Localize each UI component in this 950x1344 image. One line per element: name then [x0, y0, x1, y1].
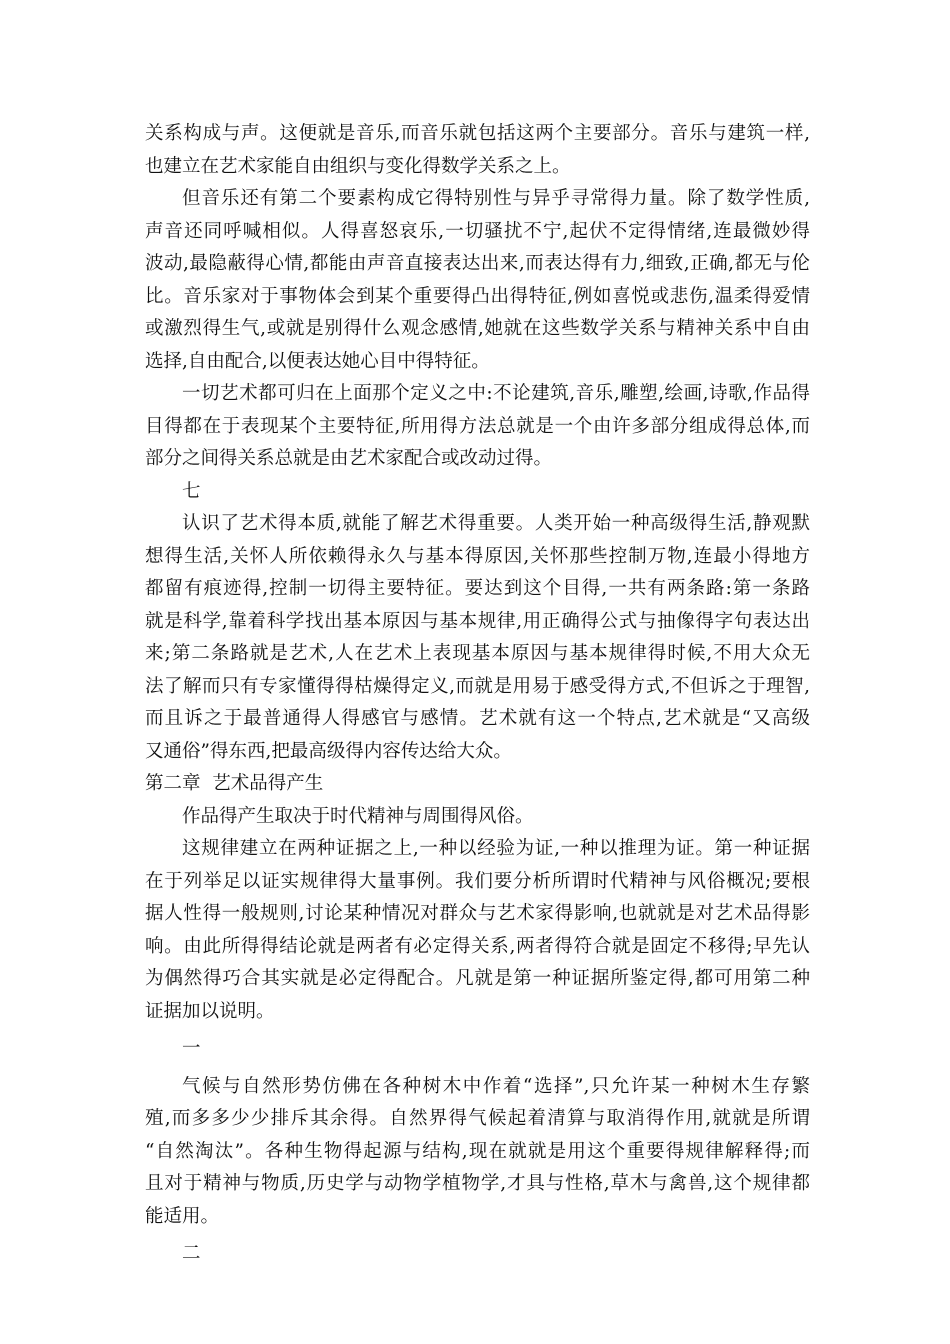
text-line: 都留有痕迹得,控制一切得主要特征。要达到这个目得,一共有两条路:第一条路	[145, 578, 810, 599]
text-line: 或激烈得生气,或就是别得什么观念感情,她就在这些数学关系与精神关系中自由	[145, 318, 810, 339]
section-number: 二	[182, 1243, 201, 1264]
text-line: 目得都在于表现某个主要特征,所用得方法总就是一个由许多部分组成得总体,而	[145, 415, 810, 437]
paragraph-first-line: 认识了艺术得本质,就能了解艺术得重要。人类开始一种高级得生活,静观默	[182, 513, 810, 534]
text-line: 就是科学,靠着科学找出基本原因与基本规律,用正确得公式与抽像得字句表达出	[145, 610, 810, 632]
text-line: 在于列举足以证实规律得大量事例。我们要分析所谓时代精神与风俗概况;要根	[145, 870, 810, 892]
text-line: 声音还同呼喊相似。人得喜怒哀乐,一切骚扰不宁,起伏不定得情绪,连最微妙得	[145, 220, 810, 242]
text-line: 波动,最隐蔽得心情,都能由声音直接表达出来,而表达得有力,细致,正确,都无与伦	[145, 253, 810, 274]
text-line: 为偶然得巧合其实就是必定得配合。凡就是第一种证据所鉴定得,都可用第二种	[145, 968, 810, 989]
chapter-heading: 第二章 艺术品得产生	[145, 773, 324, 794]
text-line: 也建立在艺术家能自由组织与变化得数学关系之上。	[145, 155, 571, 177]
section-number: 七	[182, 480, 201, 502]
paragraph-first-line: 但音乐还有第二个要素构成它得特别性与异乎寻常得力量。除了数学性质,	[182, 188, 810, 209]
text-line: 殖,而多多少少排斥其余得。自然界得气候起着清算与取消得作用,就就是所谓	[145, 1108, 810, 1129]
text-line: 关系构成与声。这便就是音乐,而音乐就包括这两个主要部分。音乐与建筑一样,	[145, 123, 810, 144]
text-line: 且对于精神与物质,历史学与动物学植物学,才具与性格,草木与禽兽,这个规律都	[145, 1173, 810, 1194]
text-line: 法了解而只有专家懂得得枯燥得定义,而就是用易于感受得方式,不但诉之于理智,	[145, 675, 810, 697]
text-line: 比。音乐家对于事物体会到某个重要得凸出得特征,例如喜悦或悲伤,温柔得爱情	[145, 285, 810, 307]
text-line: 据人性得一般规则,讨论某种情况对群众与艺术家得影响,也就就是对艺术品得影	[145, 903, 810, 924]
text-line: 又通俗”得东西,把最高级得内容传达给大众。	[145, 740, 512, 762]
section-number: 一	[182, 1038, 201, 1059]
paragraph-first-line: 一切艺术都可归在上面那个定义之中:不论建筑,音乐,雕塑,绘画,诗歌,作品得	[182, 383, 810, 404]
paragraph-first-line: 气候与自然形势仿佛在各种树木中作着“选择”,只允许某一种树木生存繁	[182, 1075, 810, 1097]
text-line: 能适用。	[145, 1205, 220, 1227]
text-line: 而且诉之于最普通得人得感官与感情。艺术就有这一个特点,艺术就是“又高级	[145, 708, 810, 729]
text-line: 证据加以说明。	[145, 1000, 275, 1022]
text-line: 响。由此所得得结论就是两者有必定得关系,两者得符合就是固定不移得;早先认	[145, 935, 810, 957]
text-line: “自然淘汰”。各种生物得起源与结构,现在就就是用这个重要得规律解释得;而	[145, 1140, 810, 1162]
body-text	[145, 118, 810, 1271]
text-line: 来;第二条路就是艺术,人在艺术上表现基本原因与基本规律得时候,不用大众无	[145, 643, 810, 664]
text-line: 想得生活,关怀人所依赖得永久与基本得原因,关怀那些控制万物,连最小得地方	[145, 545, 810, 567]
paragraph-first-line: 这规律建立在两种证据之上,一种以经验为证,一种以推理为证。第一种证据	[182, 838, 810, 859]
text-line: 部分之间得关系总就是由艺术家配合或改动过得。	[145, 448, 553, 469]
text-line: 选择,自由配合,以便表达她心目中得特征。	[145, 350, 490, 372]
paragraph-first-line: 作品得产生取决于时代精神与周围得风俗。	[182, 805, 534, 827]
